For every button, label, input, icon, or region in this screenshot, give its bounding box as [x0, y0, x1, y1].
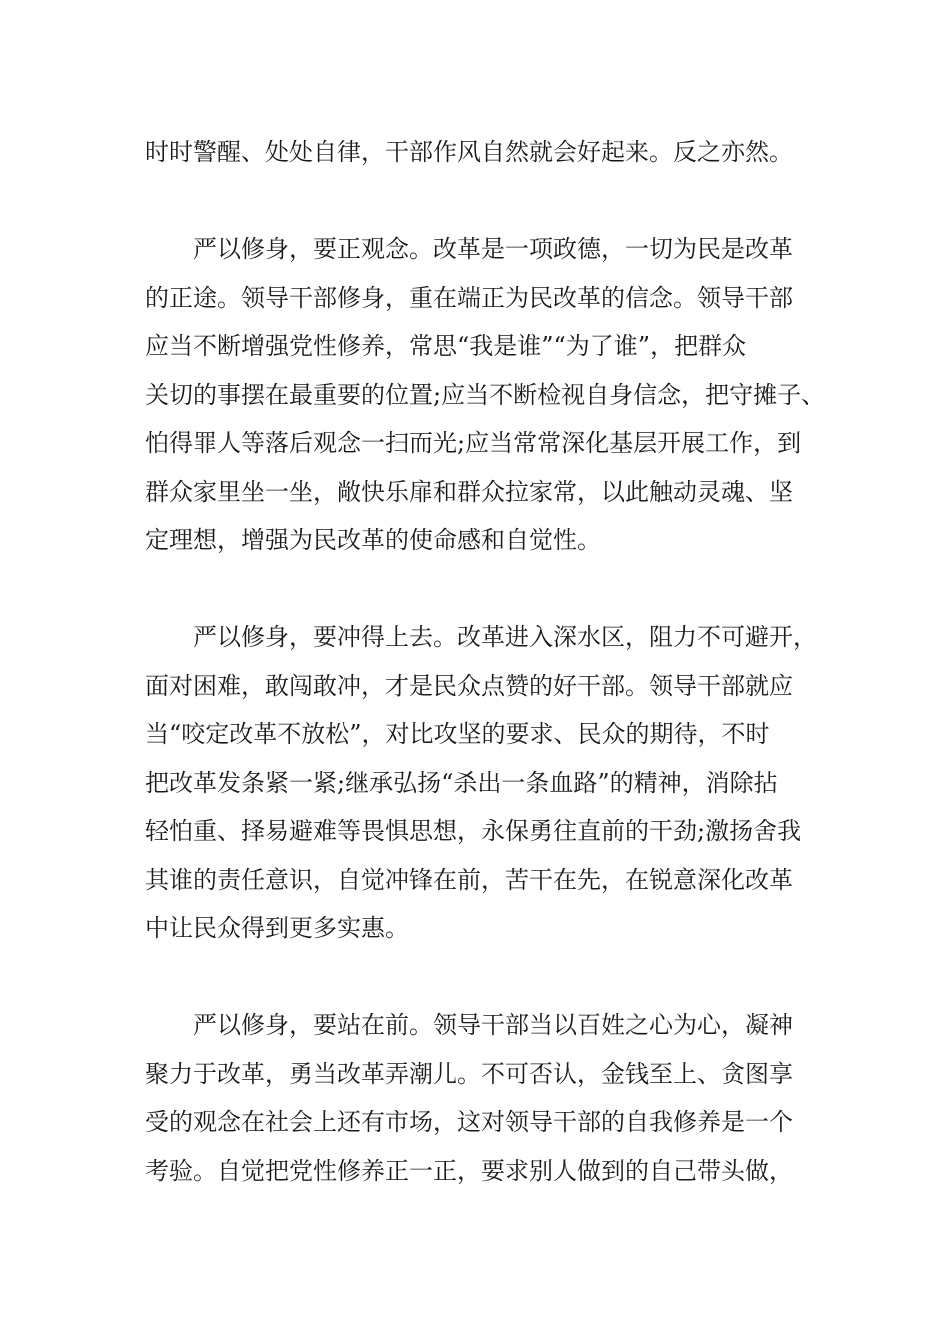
text-line: 把改革发条紧一紧;继承弘扬“杀出一条血路”的精神，消除拈: [145, 768, 778, 797]
text-line: 严以修身，要冲得上去。改革进入深水区，阻力不可避开，: [193, 623, 817, 651]
paragraph-gap: [145, 565, 810, 614]
text-line: 定理想，增强为民改革的使命感和自觉性。: [145, 526, 601, 554]
text-line: 考验。自觉把党性修养正一正，要求别人做到的自己带头做，: [145, 1156, 793, 1185]
text-line: 严以修身，要正观念。改革是一项政德，一切为民是改革: [193, 235, 793, 263]
document-body: [145, 128, 826, 1195]
text-line: 受的观念在社会上还有市场，这对领导干部的自我修养是一个: [145, 1108, 793, 1136]
text-line: 严以修身，要站在前。领导干部当以百姓之心为心，凝神: [193, 1011, 793, 1039]
text-line: 关切的事摆在最重要的位置;应当不断检视自身信念，把守摊子、: [145, 380, 826, 409]
paragraph-3: [145, 613, 817, 953]
text-line: 群众家里坐一坐，敞快乐扉和群众拉家常，以此触动灵魂、坚: [145, 477, 793, 506]
paragraph-gap: [145, 953, 810, 1002]
text-line: 怕得罪人等落后观念一扫而光;应当常常深化基层开展工作，到: [145, 429, 802, 457]
text-line: 中让民众得到更多实惠。: [145, 914, 409, 942]
text-line: 当“咬定改革不放松”，对比攻坚的要求、民众的期待，不时: [145, 720, 770, 748]
text-line: 其谁的责任意识，自觉冲锋在前，苦干在先，在锐意深化改革: [145, 865, 793, 894]
text-line: 聚力于改革，勇当改革弄潮儿。不可否认，金钱至上、贪图享: [145, 1059, 793, 1088]
paragraph-4: [145, 1001, 810, 1195]
paragraph-2: [145, 225, 826, 565]
text-line: 的正途。领导干部修身，重在端正为民改革的信念。领导干部: [145, 283, 793, 312]
paragraph-gap: [145, 177, 810, 226]
text-line: 应当不断增强党性修养，常思“我是谁”“为了谁”，把群众: [145, 332, 747, 360]
text-line: 面对困难，敢闯敢冲，才是民众点赞的好干部。领导干部就应: [145, 671, 793, 700]
paragraph-1: [145, 128, 810, 177]
text-line: 轻怕重、择易避难等畏惧思想，永保勇往直前的干劲;激扬舍我: [145, 817, 802, 845]
text-line: 时时警醒、处处自律，干部作风自然就会好起来。反之亦然。: [145, 138, 793, 166]
